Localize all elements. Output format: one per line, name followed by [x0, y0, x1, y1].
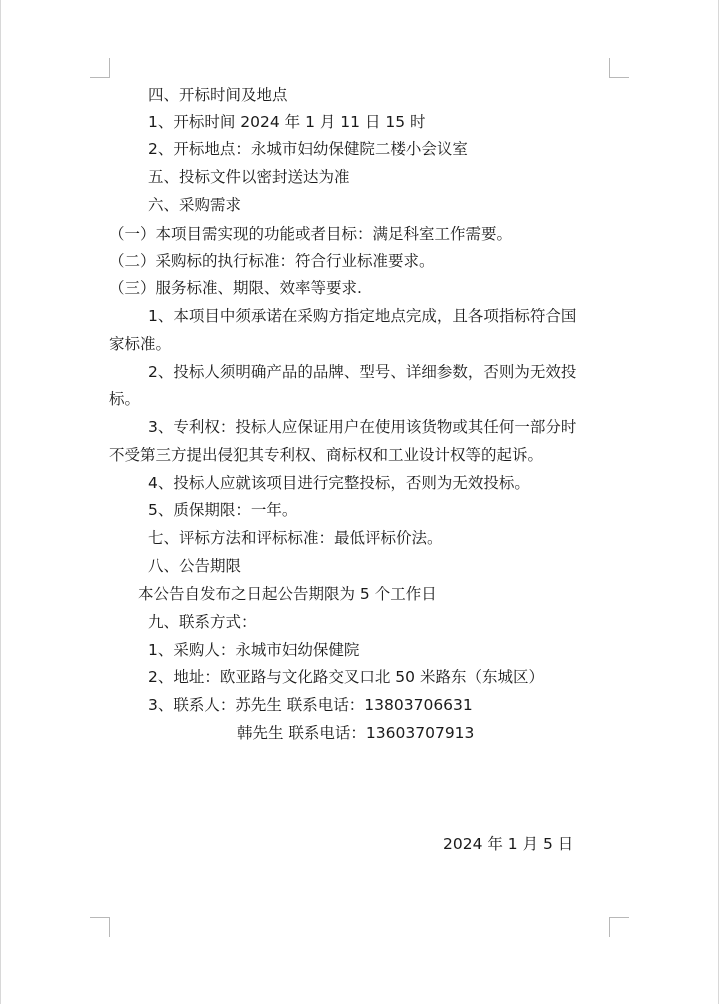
margin-corner-mark: [609, 58, 629, 78]
paragraph-line: 2、投标人须明确产品的品牌、型号、详细参数，否则为无效投: [148, 363, 577, 381]
paragraph-line: （一）本项目需实现的功能或者目标：满足科室工作需要。: [109, 225, 513, 243]
section-heading-notice-period: 八、公告期限: [148, 557, 242, 575]
paragraph-line: 3、联系人：苏先生 联系电话：13803706631: [148, 696, 473, 714]
paragraph-line: 1、采购人：永城市妇幼保健院: [148, 641, 360, 659]
paragraph-line: （三）服务标准、期限、效率等要求.: [109, 279, 362, 297]
document-date: 2024 年 1 月 5 日: [443, 835, 574, 853]
section-heading-requirements: 六、采购需求: [148, 196, 242, 214]
paragraph-line: 3、专利权：投标人应保证用户在使用该货物或其任何一部分时: [148, 418, 577, 436]
paragraph-line: 家标准。: [109, 335, 172, 353]
paragraph-line: 2、开标地点：永城市妇幼保健院二楼小会议室: [148, 140, 468, 158]
margin-corner-mark: [90, 917, 110, 937]
section-heading-sealed: 五、投标文件以密封送达为准: [148, 168, 350, 186]
paragraph-line: 标。: [109, 390, 141, 408]
section-heading-opening: 四、开标时间及地点: [148, 86, 288, 104]
margin-corner-mark: [90, 58, 110, 78]
margin-corner-mark: [609, 917, 629, 937]
paragraph-line: 不受第三方提出侵犯其专利权、商标权和工业设计权等的起诉。: [109, 446, 544, 464]
paragraph-line: 1、开标时间 2024 年 1 月 11 日 15 时: [148, 113, 426, 131]
paragraph-line: 韩先生 联系电话：13603707913: [237, 724, 475, 742]
section-heading-evaluation: 七、评标方法和评标标准：最低评标价法。: [148, 529, 443, 547]
paragraph-line: 4、投标人应就该项目进行完整投标，否则为无效投标。: [148, 474, 530, 492]
section-heading-contact: 九、联系方式：: [148, 613, 257, 631]
paragraph-line: 本公告自发布之日起公告期限为 5 个工作日: [138, 585, 437, 603]
paragraph-line: 5、质保期限：一年。: [148, 501, 298, 519]
paragraph-line: 1、本项目中须承诺在采购方指定地点完成，且各项指标符合国: [148, 307, 577, 325]
paragraph-line: 2、地址：欧亚路与文化路交叉口北 50 米路东（东城区）: [148, 668, 544, 686]
paragraph-line: （二）采购标的执行标准：符合行业标准要求。: [109, 252, 435, 270]
